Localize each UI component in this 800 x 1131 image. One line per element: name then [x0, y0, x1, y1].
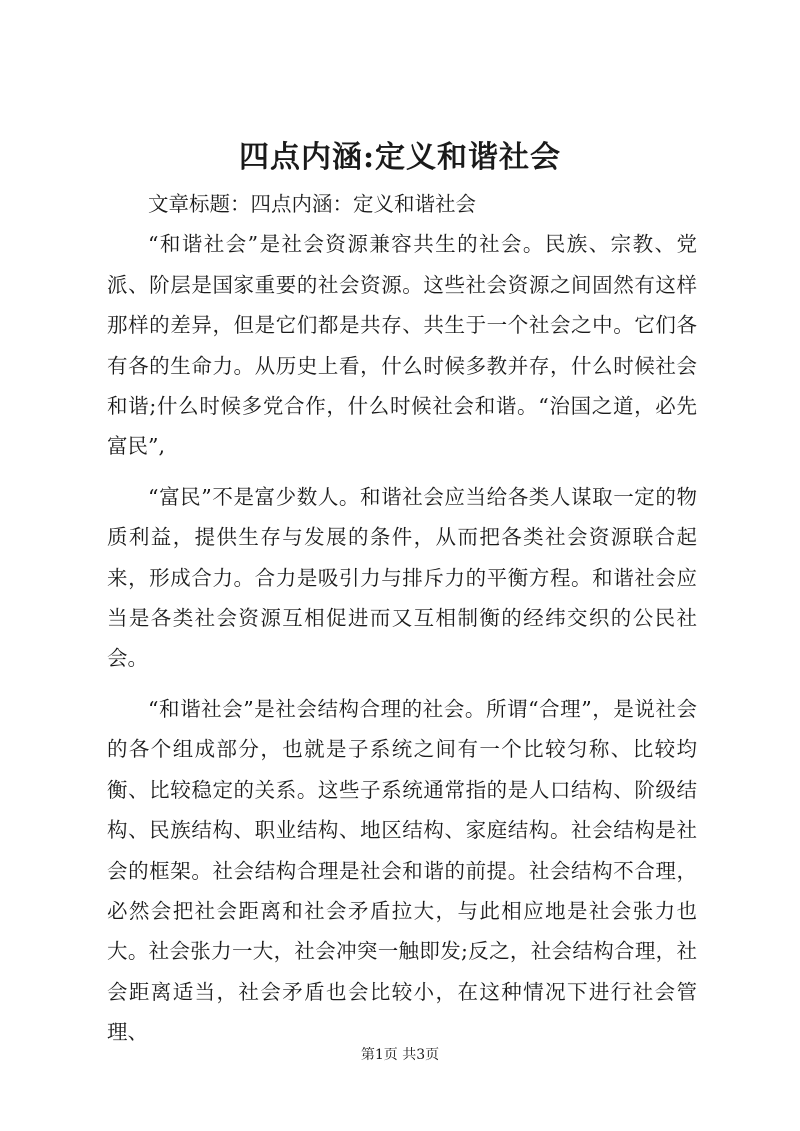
- paragraph-structure: “和谐社会”是社会结构合理的社会。所谓“合理”，是说社会的各个组成部分，也就是子系统之间有一个比较匀称、比较均衡、比较稳定的关系。这些子系统通常指的是人口结构、阶级结构、民族结构、职业结构、地区结构、家庭结构。社会结构是社会的框架。社会结构合理是社会和谐的前提。社会结构不合理，必然会把社会距离和社会矛盾拉大，与此相应地是社会张力也大。社会张力一大，社会冲突一触即发;反之，社会结构合理，社会距离适当，社会矛盾也会比较小，在这种情况下进行社会管理、: [107, 696, 697, 1045]
- paragraph-prosperity: “富民”不是富少数人。和谐社会应当给各类人谋取一定的物质利益，提供生存与发展的条件，从而把各类社会资源联合起来，形成合力。合力是吸引力与排斥力的平衡方程。和谐社会应当是各类社会资源互相促进而又互相制衡的经纬交织的公民社会。: [107, 484, 697, 671]
- document-body: [107, 184, 697, 1053]
- page-number-footer: 第1页 共3页: [360, 1047, 440, 1063]
- paragraph-resources: “和谐社会”是社会资源兼容共生的社会。民族、宗教、党派、阶层是国家重要的社会资源。这些社会资源之间固然有这样那样的差异，但是它们都是共存、共生于一个社会之中。它们各有各的生命力。从历史上看，什么时候多教并存，什么时候社会和谐;什么时候多党合作，什么时候社会和谐。“治国之道，必先富民”,: [107, 232, 697, 459]
- article-title-line: 文章标题：四点内涵：定义和谐社会: [148, 192, 476, 216]
- page-title: 四点内涵:定义和谐社会: [238, 140, 562, 175]
